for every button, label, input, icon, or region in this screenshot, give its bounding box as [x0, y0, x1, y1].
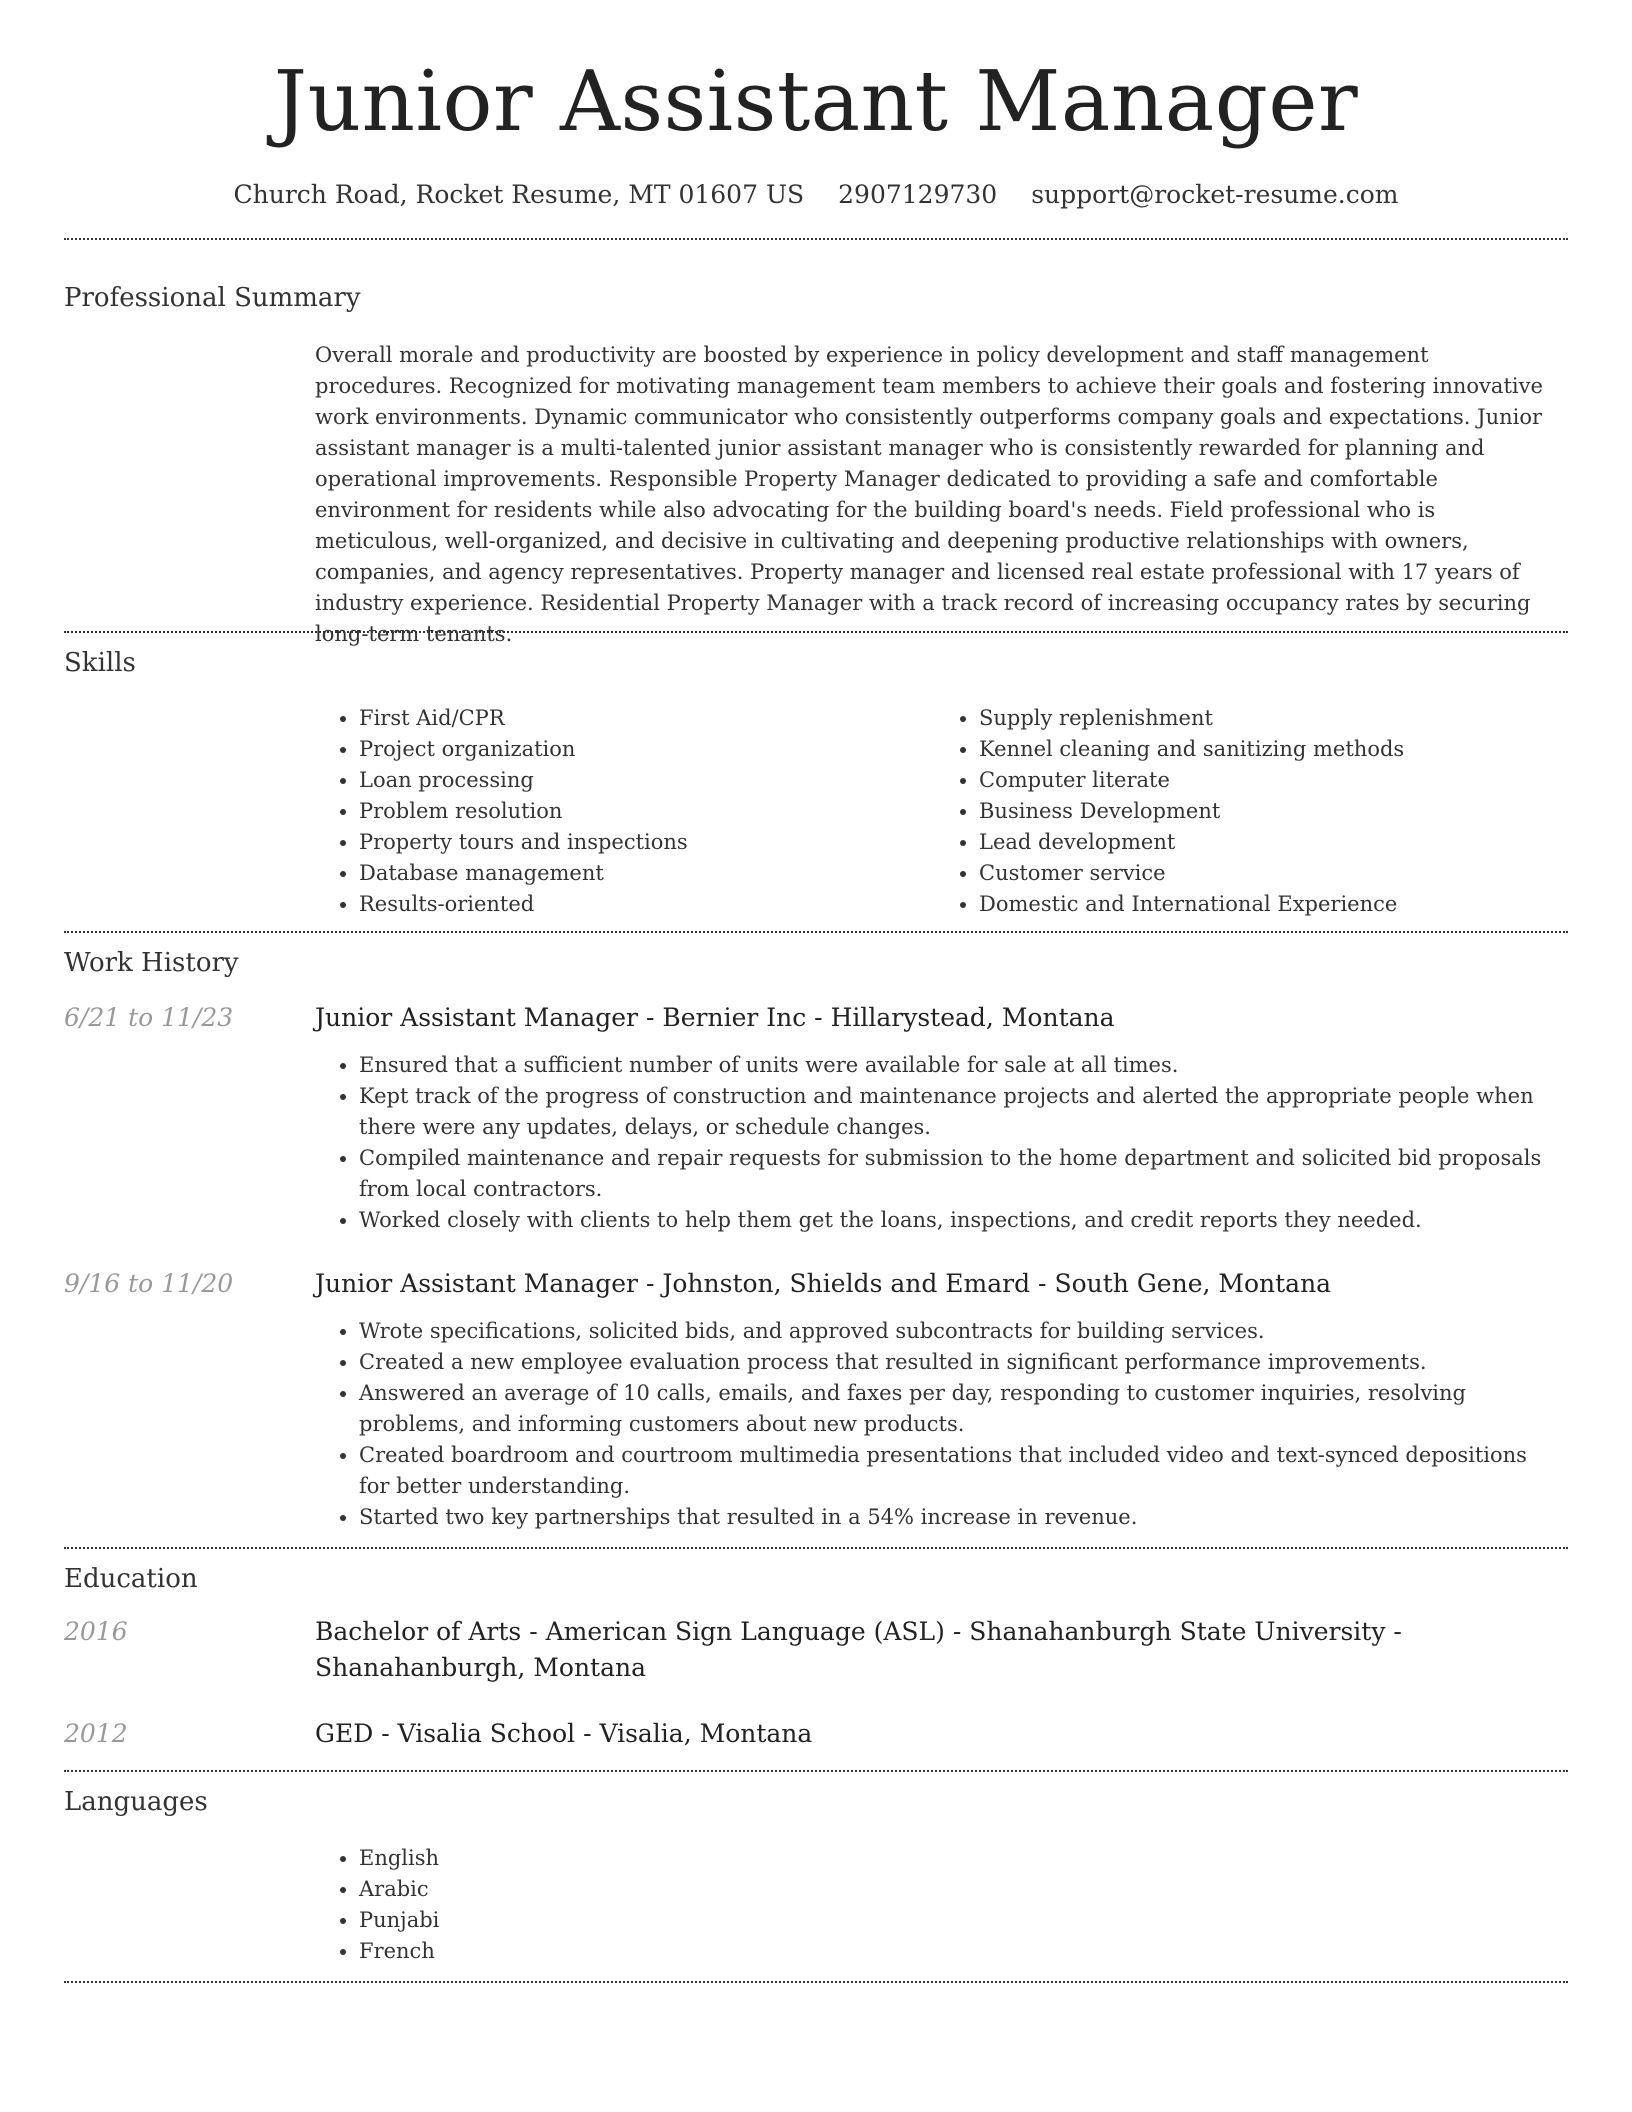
- contact-phone: 2907129730: [838, 180, 998, 209]
- job-heading: Junior Assistant Manager - Johnston, Shields and Emard - South Gene, Montana: [315, 1269, 1332, 1298]
- job-bullet: • Wrote specifications, solicited bids, and approved subcontracts for building services.: [359, 1316, 1555, 1347]
- job-bullet: • Worked closely with clients to help them get the loans, inspections, and credit reports they needed.: [359, 1205, 1555, 1236]
- contact-address: Church Road, Rocket Resume, MT 01607 US: [233, 180, 805, 209]
- summary-section: [64, 282, 1568, 314]
- languages-content: [315, 1843, 1555, 1967]
- language-item: • Punjabi: [359, 1905, 1555, 1936]
- skills-columns: [315, 703, 1555, 920]
- section-title-education: Education: [64, 1564, 198, 1594]
- job-heading: Junior Assistant Manager - Bernier Inc - Hillarystead, Montana: [315, 1003, 1115, 1032]
- job-bullets: [315, 1050, 1555, 1236]
- skill-item: • First Aid/CPR: [359, 703, 935, 734]
- skill-item: • Supply replenishment: [979, 703, 1555, 734]
- divider: [64, 1981, 1568, 1983]
- section-title-skills: Skills: [64, 648, 136, 678]
- resume-title: Junior Assistant Manager: [273, 53, 1359, 150]
- job-bullets: [315, 1316, 1555, 1533]
- job-bullet: • Created boardroom and courtroom multimedia presentations that included video and text-synced depositions for better understanding.: [359, 1440, 1555, 1502]
- education-date: 2016: [64, 1617, 128, 1646]
- skills-content: [315, 703, 1555, 920]
- skill-item: • Database management: [359, 858, 935, 889]
- skill-item: • Customer service: [979, 858, 1555, 889]
- skill-item: • Computer literate: [979, 765, 1555, 796]
- skill-item: • Project organization: [359, 734, 935, 765]
- divider: [64, 1770, 1568, 1772]
- job-bullet: • Created a new employee evaluation process that resulted in significant performance improvements.: [359, 1347, 1555, 1378]
- education-date: 2012: [64, 1719, 128, 1748]
- summary-text: Overall morale and productivity are boosted by experience in policy development and staff management procedures. Recognized for motivating management team members to achieve their goals and fostering innovative work environments. Dynamic communicator who consistently outperforms company goals and expectations. Junior assistant manager is a multi-talented junior assistant manager who is consistently rewarded for planning and operational improvements. Responsible Property Manager dedicated to providing a safe and comfortable environment for residents while also advocating for the building board's needs. Field professional who is meticulous, well-organized, and decisive in cultivating and deepening productive relationships with owners, companies, and agency representatives. Property manager and licensed real estate professional with 17 years of industry experience. Residential Property Manager with a track record of increasing occupancy rates by securing long-term tenants.: [315, 343, 1543, 646]
- languages-list: [315, 1843, 1555, 1967]
- education-section: [64, 1563, 1568, 1595]
- work-section: [64, 947, 1568, 979]
- job-bullet: • Compiled maintenance and repair requests for submission to the home department and solicited bid proposals from local contractors.: [359, 1143, 1555, 1205]
- summary-content: [315, 340, 1555, 650]
- job-date: 6/21 to 11/23: [64, 1003, 234, 1032]
- contact-line: [0, 180, 1632, 209]
- skill-item: • Business Development: [979, 796, 1555, 827]
- skills-list-left: [315, 703, 935, 920]
- skill-item: • Results-oriented: [359, 889, 935, 920]
- skill-item: • Kennel cleaning and sanitizing methods: [979, 734, 1555, 765]
- job-bullet: • Kept track of the progress of construction and maintenance projects and alerted the appropriate people when there were any updates, delays, or schedule changes.: [359, 1081, 1555, 1143]
- language-item: • French: [359, 1936, 1555, 1967]
- divider: [64, 1547, 1568, 1549]
- skills-list-right: [935, 703, 1555, 920]
- job-bullet: • Ensured that a sufficient number of units were available for sale at all times.: [359, 1050, 1555, 1081]
- section-title-languages: Languages: [64, 1787, 208, 1817]
- job-date: 9/16 to 11/20: [64, 1269, 234, 1298]
- skill-item: • Lead development: [979, 827, 1555, 858]
- contact-email: support@rocket-resume.com: [1031, 180, 1399, 209]
- divider: [64, 931, 1568, 933]
- language-item: • English: [359, 1843, 1555, 1874]
- skill-item: • Domestic and International Experience: [979, 889, 1555, 920]
- skill-item: • Loan processing: [359, 765, 935, 796]
- skill-item: • Property tours and inspections: [359, 827, 935, 858]
- job-bullet: • Started two key partnerships that resulted in a 54% increase in revenue.: [359, 1502, 1555, 1533]
- divider: [64, 238, 1568, 240]
- skills-section: [64, 647, 1568, 679]
- skill-item: • Problem resolution: [359, 796, 935, 827]
- job-bullet: • Answered an average of 10 calls, emails, and faxes per day, responding to customer inquiries, resolving problems, and informing customers about new products.: [359, 1378, 1555, 1440]
- resume-header: [0, 0, 1632, 209]
- education-heading: Bachelor of Arts - American Sign Language (ASL) - Shanahanburgh State University - Shanahanburgh, Montana: [315, 1617, 1402, 1682]
- divider: [64, 631, 1568, 633]
- education-heading: GED - Visalia School - Visalia, Montana: [315, 1719, 813, 1748]
- language-item: • Arabic: [359, 1874, 1555, 1905]
- languages-section: [64, 1786, 1568, 1818]
- section-title-summary: Professional Summary: [64, 283, 361, 313]
- section-title-work: Work History: [64, 948, 239, 978]
